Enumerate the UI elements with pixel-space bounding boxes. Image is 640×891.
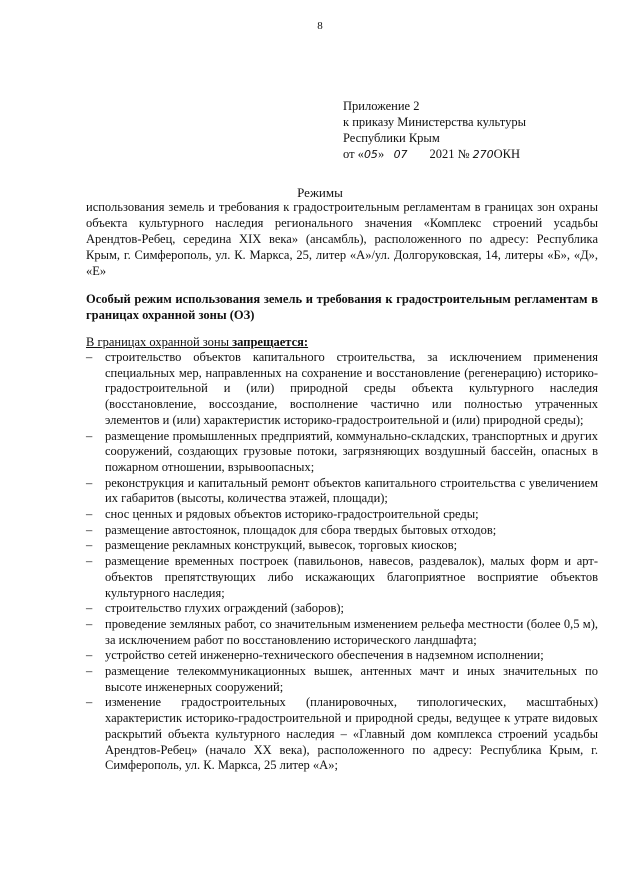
list-item — [86, 429, 598, 476]
order-date-line — [343, 146, 526, 163]
dash-marker: – — [86, 428, 93, 443]
document-title: Режимы — [297, 185, 343, 200]
order-suffix: ОКН — [493, 147, 521, 161]
list-item — [86, 476, 598, 507]
dash-marker: – — [86, 616, 93, 631]
dash-marker: – — [86, 554, 93, 569]
dash-marker: – — [86, 648, 93, 663]
list-item — [86, 664, 598, 695]
prohibited-bold: запрещается: — [232, 335, 309, 349]
list-item — [86, 350, 598, 429]
dash-marker: – — [86, 350, 93, 364]
dash-marker: – — [86, 522, 93, 537]
list-item — [86, 523, 598, 539]
prohibited-heading — [86, 334, 598, 350]
list-item — [86, 695, 598, 774]
order-day: 05 — [363, 148, 378, 161]
dash-marker: – — [86, 538, 93, 553]
dash-marker: – — [86, 507, 93, 522]
list-item — [86, 617, 598, 648]
order-year: 2021 № — [429, 147, 470, 161]
list-item — [86, 507, 598, 523]
list-item-text: размещение промышленных предприятий, коммунально-складских, транспортных и других сооружений, создающих грузовые потоки, загрязняющих воздушный бассейн, опасных в пожарном отношении, взрывоопасных; — [105, 428, 598, 474]
prohibited-prefix: В границах охранной зоны — [86, 335, 233, 349]
dash-marker: – — [86, 695, 93, 710]
order-month: 07 — [393, 148, 408, 161]
list-item-text: устройство сетей инженерно-технического обеспечения в надземном исполнении; — [105, 648, 544, 663]
order-mid: » — [377, 147, 385, 161]
list-item — [86, 648, 598, 664]
list-item-text: проведение земляных работ, со значительным изменением рельефа местности (более 0,5 м), за исключением работ по восстановлению исторического ландшафта; — [105, 616, 598, 647]
list-item — [86, 538, 598, 554]
appendix-line: Республики Крым — [343, 131, 440, 145]
list-item-text: размещение рекламных конструкций, вывесок, торговых киосков; — [105, 538, 458, 553]
list-item-text: реконструкция и капитальный ремонт объектов капитального строительства с увеличением их габаритов (высоты, количества этажей, площади); — [105, 475, 598, 506]
list-item-text: снос ценных и рядовых объектов историко-градостроительной среды; — [105, 507, 479, 522]
intro-paragraph: использования земель и требования к градостроительным регламентам в границах зон охраны объекта культурного наследия регионального значения «Комплекс строений усадьбы Арендтов-Ребец, середина XIX века» (ансамбль), расположенного по адресу: Республика Крым, г. Симферополь, ул. К. Маркса, 25, литер «А»/ул. Долгоруковская, 14, литеры «Б», «Д», «Е» — [86, 200, 598, 278]
order-number: 270 — [472, 148, 494, 161]
appendix-line: к приказу Министерства культуры — [343, 115, 526, 129]
dash-marker: – — [86, 664, 93, 679]
page-number: 8 — [317, 20, 323, 32]
list-item-text: строительство глухих ограждений (заборов); — [105, 601, 345, 616]
appendix-line: Приложение 2 — [343, 99, 420, 113]
order-prefix: от « — [343, 147, 364, 161]
section-heading: Особый режим использования земель и требования к градостроительным регламентам в границах охранной зоны (ОЗ) — [86, 292, 598, 322]
list-item-text: размещение временных построек (павильонов, навесов, раздевалок), малых форм и арт-объектов препятствующих либо искажающих благоприятное восприятие объектов культурного наследия; — [105, 554, 598, 600]
dash-marker: – — [86, 601, 93, 616]
appendix-block — [343, 98, 526, 163]
list-item — [86, 554, 598, 601]
list-item-text: изменение градостроительных (планировочных, типологических, масштабных) характеристик историко-градостроительной и природной среды, ведущее к утрате видовых раскрытий объекта культурного наследия – «Главный дом комплекса строений усадьбы Арендтов-Ребец» (начало XX века), расположенного по адресу: Республика Крым, г. Симферополь, ул. К. Маркса, 25 литер «А»; — [105, 695, 598, 773]
list-item — [86, 601, 598, 617]
list-item-text: размещение телекоммуникационных вышек, антенных мачт и иных значительных по высоте инженерных сооружений; — [105, 664, 598, 694]
list-item-text: размещение автостоянок, площадок для сбора твердых бытовых отходов; — [105, 522, 497, 537]
prohibited-list — [86, 350, 598, 774]
list-item-text: строительство объектов капитального строительства, за исключением применения специальных мер, направленных на сохранение и восстановление (регенерацию) историко-градостроительной и (или) природной среды объекта культурного наследия (восстановление, воссоздание, восполнение частично или полностью утраченных элементов и (или) характеристик историко-градостроительной и (или) природной среды); — [105, 350, 598, 427]
dash-marker: – — [86, 475, 93, 490]
